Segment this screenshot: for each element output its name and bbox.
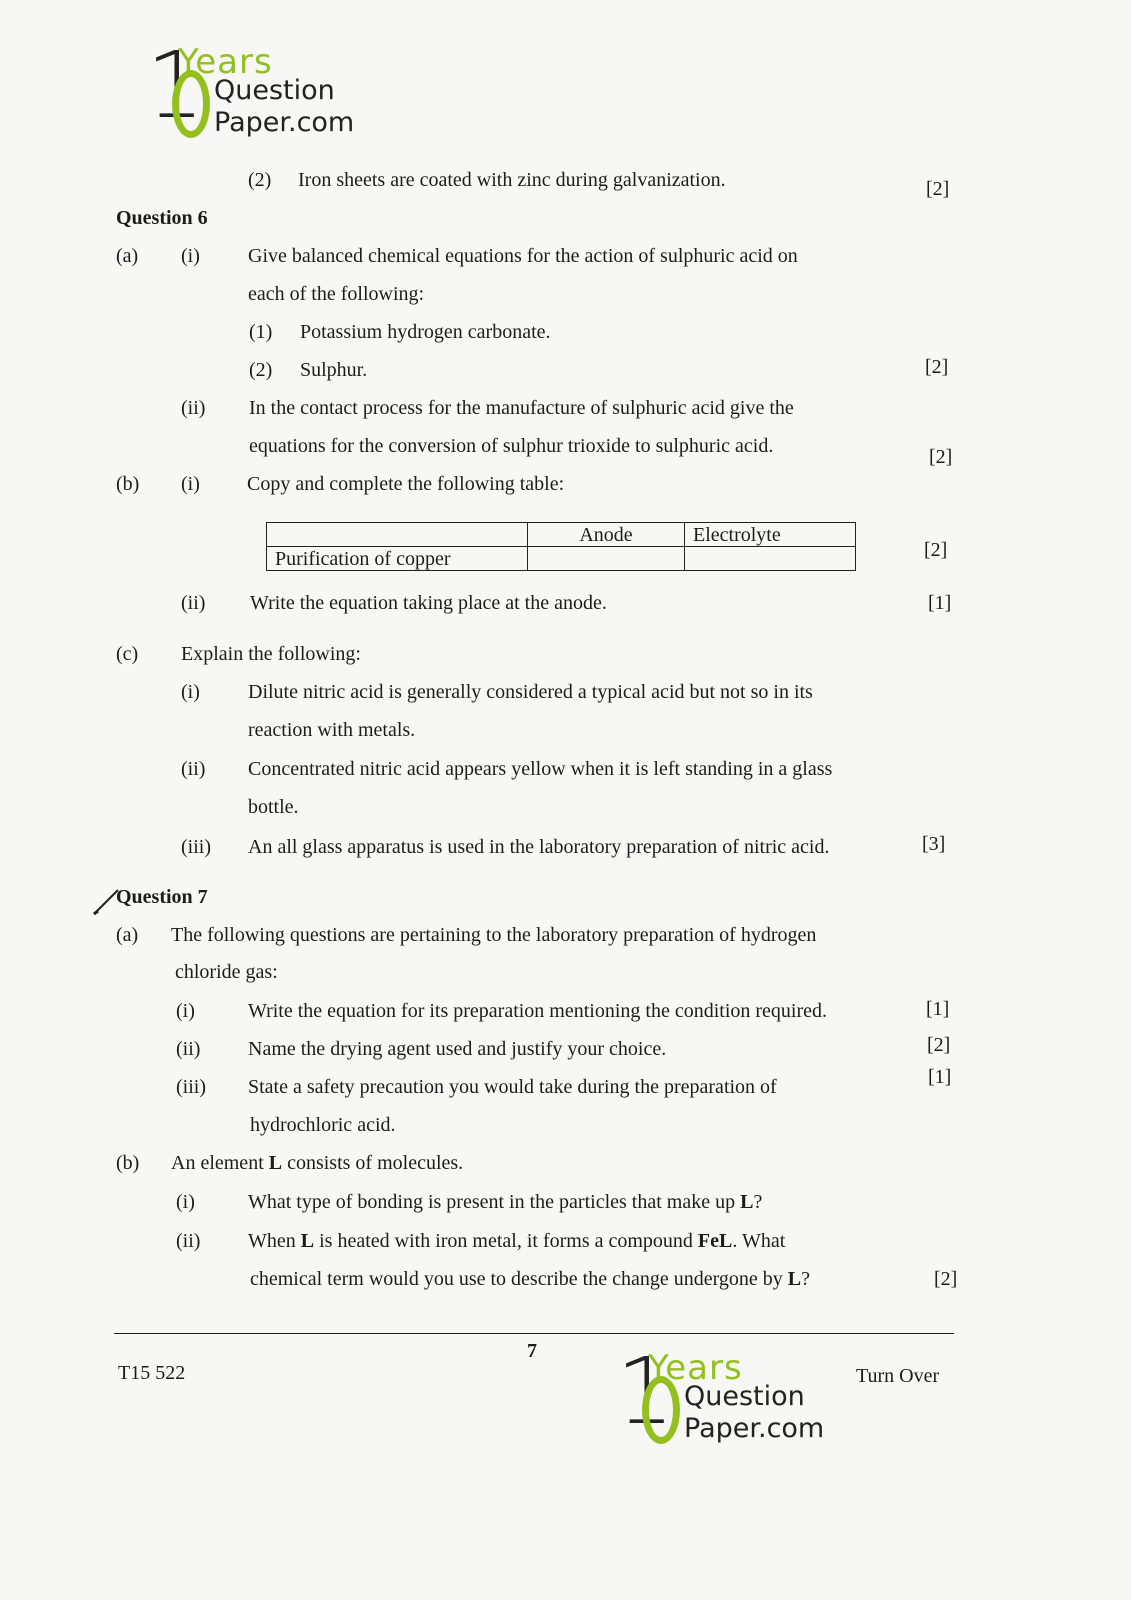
q5-marks: [2] <box>926 178 950 200</box>
q6bii-text: Write the equation taking place at the anode. <box>250 592 607 614</box>
q6ci-line2: reaction with metals. <box>248 719 416 741</box>
q6ciii-num: (iii) <box>181 836 211 858</box>
q6bi-text: Copy and complete the following table: <box>247 473 565 495</box>
q6c-text: Explain the following: <box>181 643 361 665</box>
logo-digit: 1 <box>146 32 205 139</box>
q6aii-num: (ii) <box>181 397 206 419</box>
q6ai-sub1-num: (1) <box>249 321 273 343</box>
q7bii-l2-c: ? <box>801 1268 811 1290</box>
q7bii-line1 <box>248 1229 785 1253</box>
site-logo-bottom <box>616 1338 836 1450</box>
q5-sub-text: Iron sheets are coated with zinc during galvanization. <box>298 169 726 191</box>
q7aii-num: (ii) <box>176 1038 201 1060</box>
q6bii-num: (ii) <box>181 592 206 614</box>
table-cell-electrolyte <box>685 547 856 571</box>
q6aii-line2: equations for the conversion of sulphur trioxide to sulphuric acid. <box>249 435 774 457</box>
q7b-text-post: consists of molecules. <box>282 1152 464 1174</box>
q7bii-l2-b: L <box>787 1268 802 1290</box>
logo-question: Question <box>684 1381 805 1412</box>
q7b-text-pre: An element <box>171 1152 269 1174</box>
q6ai-sub1: Potassium hydrogen carbonate. <box>300 321 551 343</box>
table-header-electrolyte: Electrolyte <box>685 523 856 547</box>
table-header-anode: Anode <box>528 523 685 547</box>
q6aii-line1: In the contact process for the manufacture of sulphuric acid give the <box>249 397 794 419</box>
q7bi-post: ? <box>753 1191 763 1213</box>
q7bii-marks: [2] <box>934 1268 958 1290</box>
q7bi-bold: L <box>740 1191 754 1213</box>
q6a-label: (a) <box>116 245 139 267</box>
q7b-text <box>171 1151 463 1175</box>
copper-table-row <box>267 547 856 571</box>
q7bi-text <box>248 1190 762 1214</box>
q7aiii-line1: State a safety precaution you would take during the preparation of <box>248 1076 777 1098</box>
page-number: 7 <box>527 1340 537 1362</box>
q6bi-num: (i) <box>181 473 200 495</box>
q7bii-l1-c: is heated with iron metal, it forms a compound <box>314 1230 698 1252</box>
turn-over: Turn Over <box>856 1365 940 1387</box>
q7aii-marks: [2] <box>927 1034 951 1056</box>
q6bi-marks: [2] <box>924 539 948 561</box>
q6ai-num: (i) <box>181 245 200 267</box>
q7bii-l1-d: FeL <box>697 1230 733 1252</box>
q7aiii-marks: [1] <box>928 1066 952 1088</box>
q7bii-l1-b: L <box>300 1230 315 1252</box>
q6ci-num: (i) <box>181 681 200 703</box>
table-cell-anode <box>528 547 685 571</box>
q6cii-line2: bottle. <box>248 796 299 818</box>
site-logo-top <box>146 32 366 144</box>
q7b-label: (b) <box>116 1152 140 1174</box>
q6ai-sub2-num: (2) <box>249 359 273 381</box>
copper-table-header-row <box>267 523 856 547</box>
q6ciii-marks: [3] <box>922 833 946 855</box>
q6ai-line1: Give balanced chemical equations for the action of sulphuric acid on <box>248 245 798 267</box>
q7aii-text: Name the drying agent used and justify your choice. <box>248 1038 667 1060</box>
copper-table <box>266 522 856 571</box>
q6aii-marks: [2] <box>929 446 953 468</box>
q7bii-line2 <box>250 1267 810 1291</box>
q6ai-sub2: Sulphur. <box>300 359 368 381</box>
logo-question: Question <box>214 75 335 106</box>
logo-years: Years <box>178 42 273 82</box>
q6cii-num: (ii) <box>181 758 206 780</box>
q7bii-l2-a: chemical term would you use to describe the change undergone by <box>250 1268 788 1290</box>
logo-paper: Paper.com <box>214 107 355 138</box>
q7a-label: (a) <box>116 924 139 946</box>
q7a-line2: chloride gas: <box>175 961 278 983</box>
logo-digit: 1 <box>616 1338 675 1445</box>
q7bi-num: (i) <box>176 1191 195 1213</box>
q7ai-marks: [1] <box>926 998 950 1020</box>
q7aiii-num: (iii) <box>176 1076 206 1098</box>
q7bii-l1-e: . What <box>732 1230 786 1252</box>
q6ci-line1: Dilute nitric acid is generally considered a typical acid but not so in its <box>248 681 813 703</box>
q6cii-line1: Concentrated nitric acid appears yellow when it is left standing in a glass <box>248 758 833 780</box>
q7bii-num: (ii) <box>176 1230 201 1252</box>
q7a-line1: The following questions are pertaining to the laboratory preparation of hydrogen <box>171 924 817 946</box>
q6c-label: (c) <box>116 643 139 665</box>
table-header-blank <box>267 523 528 547</box>
logo-paper: Paper.com <box>684 1413 825 1444</box>
q7bi-pre: What type of bonding is present in the particles that make up <box>248 1191 741 1213</box>
q7-title: Question 7 <box>116 886 208 908</box>
q6ciii-text: An all glass apparatus is used in the laboratory preparation of nitric acid. <box>248 836 830 858</box>
q6-title: Question 6 <box>116 207 208 229</box>
footer-rule <box>114 1333 954 1334</box>
q7bii-l1-a: When <box>248 1230 301 1252</box>
q6bii-marks: [1] <box>928 592 952 614</box>
q6ai-line2: each of the following: <box>248 283 425 305</box>
q7ai-num: (i) <box>176 1000 195 1022</box>
q6ai-marks: [2] <box>925 356 949 378</box>
paper-code: T15 522 <box>118 1362 186 1384</box>
logo-years: Years <box>648 1348 743 1388</box>
q7aiii-line2: hydrochloric acid. <box>250 1114 396 1136</box>
q7ai-text: Write the equation for its preparation mentioning the condition required. <box>248 1000 828 1022</box>
q7b-text-bold: L <box>268 1152 283 1174</box>
q6b-label: (b) <box>116 473 140 495</box>
q5-sub-num: (2) <box>248 169 272 191</box>
table-row-label: Purification of copper <box>267 547 528 571</box>
